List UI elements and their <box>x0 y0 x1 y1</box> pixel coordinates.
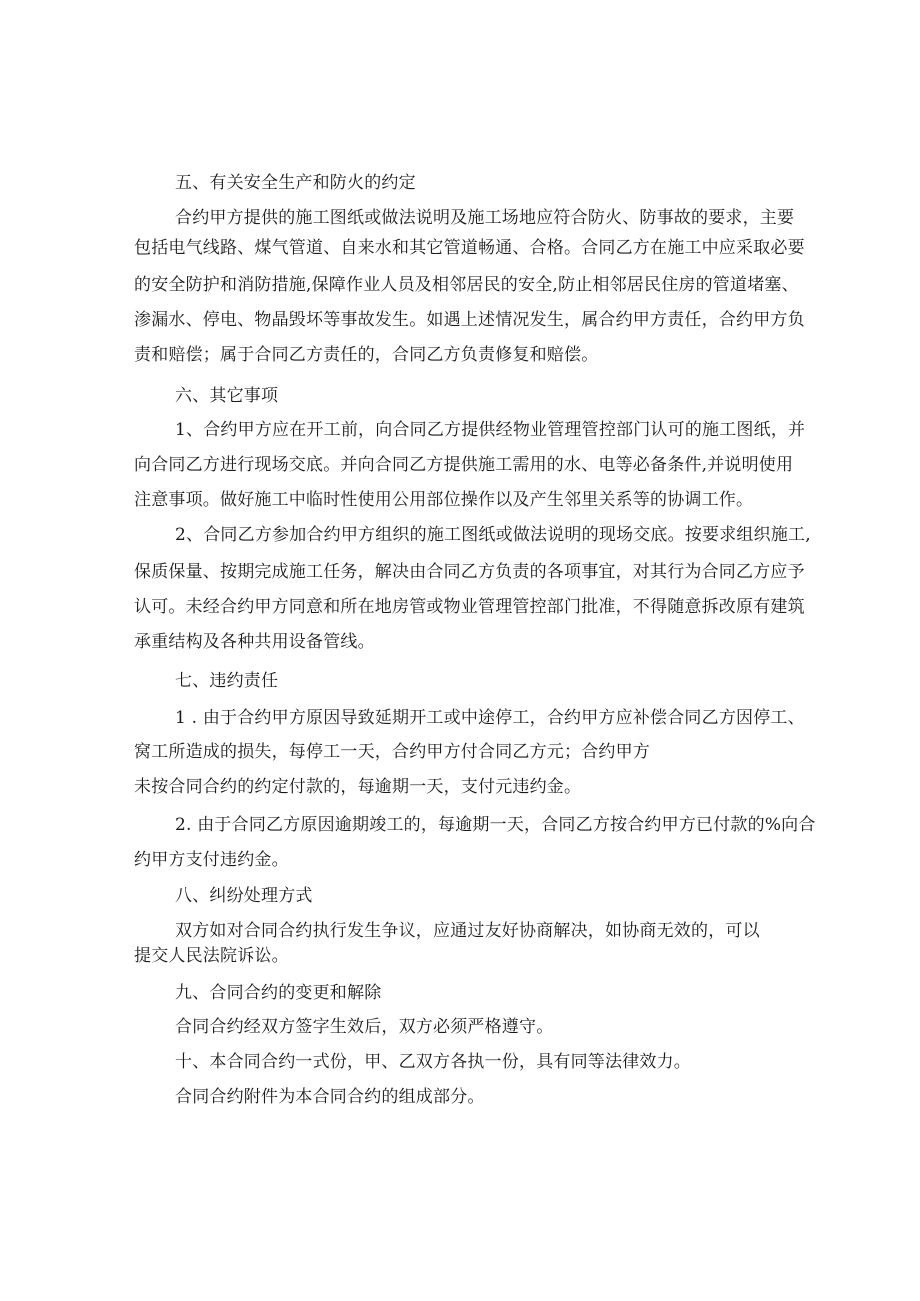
section-7-item-2-line-2: 约甲方支付违约金。 <box>134 850 289 870</box>
section-8-line-2: 提交人民法院诉讼。 <box>134 946 289 966</box>
section-6-item-1-line-2: 向合同乙方进行现场交底。并向合同乙方提供施工需用的水、电等必备条件,并说明使用 <box>134 455 794 475</box>
section-8-line-1: 双方如对合同合约执行发生争议，应通过友好协商解决，如协商无效的，可以 <box>175 921 760 941</box>
section-7-item-1-line-2: 窝工所造成的损失，每停工一天，合约甲方付合同乙方元；合约甲方 <box>134 742 650 762</box>
section-9-line-1: 合同合约经双方签字生效后，双方必须严格遵守。 <box>175 1017 554 1037</box>
section-6-item-2-line-1: 2、合同乙方参加合约甲方组织的施工图纸或做法说明的现场交底。按要求组织施工, <box>175 525 811 545</box>
section-8-heading: 八、纠纷处理方式 <box>175 886 313 906</box>
section-5-line-4: 渗漏水、停电、物晶毁坏等事故发生。如遇上述情况发生，属合约甲方责任，合约甲方负 <box>134 310 805 330</box>
section-6-item-2-line-3: 认可。未经合约甲方同意和所在地房管或物业管理管控部门批准，不得随意拆改原有建筑 <box>134 597 805 617</box>
section-5-heading: 五、有关安全生产和防火的约定 <box>175 173 416 193</box>
section-6-heading: 六、其它事项 <box>175 386 279 406</box>
section-7-item-2-line-1: 2. 由于合同乙方原因逾期竣工的，每逾期一天，合同乙方按合约甲方已付款的%向合 <box>175 815 816 835</box>
section-10-line-1: 合同合约附件为本合同合约的组成部分。 <box>175 1087 485 1107</box>
section-6-item-1-line-1: 1、合约甲方应在开工前，向合同乙方提供经物业管理管控部门认可的施工图纸，并 <box>175 420 806 440</box>
section-5-line-2: 包括电气线路、煤气管道、自来水和其它管道畅通、合格。合同乙方在施工中应采取必要 <box>134 238 805 258</box>
section-5-line-3: 的安全防护和消防措施,保障作业人员及相邻居民的安全,防止相邻居民住房的管道堵塞、 <box>134 275 799 295</box>
section-5-line-1: 合约甲方提供的施工图纸或做法说明及施工场地应符合防火、防事故的要求，主要 <box>175 208 795 228</box>
section-7-item-1-line-3: 未按合同合约的约定付款的，每逾期一天，支付元违约金。 <box>134 777 582 797</box>
section-6-item-2-line-4: 承重结构及各种共用设备管线。 <box>134 632 375 652</box>
section-5-line-5: 责和赔偿；属于合同乙方责任的，合同乙方负责修复和赔偿。 <box>134 345 599 365</box>
section-6-item-1-line-3: 注意事项。做好施工中临时性使用公用部位操作以及产生邻里关系等的协调工作。 <box>134 490 754 510</box>
section-9-heading: 九、合同合约的变更和解除 <box>175 983 382 1003</box>
section-6-item-2-line-2: 保质保量、按期完成施工任务，解决由合同乙方负责的各项事宜，对其行为合同乙方应予 <box>134 562 805 582</box>
section-10-heading: 十、本合同合约一式份，甲、乙双方各执一份，具有同等法律效力。 <box>175 1052 691 1072</box>
section-7-item-1-line-1: 1 . 由于合约甲方原因导致延期开工或中途停工，合约甲方应补偿合同乙方因停工、 <box>175 708 805 728</box>
section-7-heading: 七、违约责任 <box>175 671 279 691</box>
